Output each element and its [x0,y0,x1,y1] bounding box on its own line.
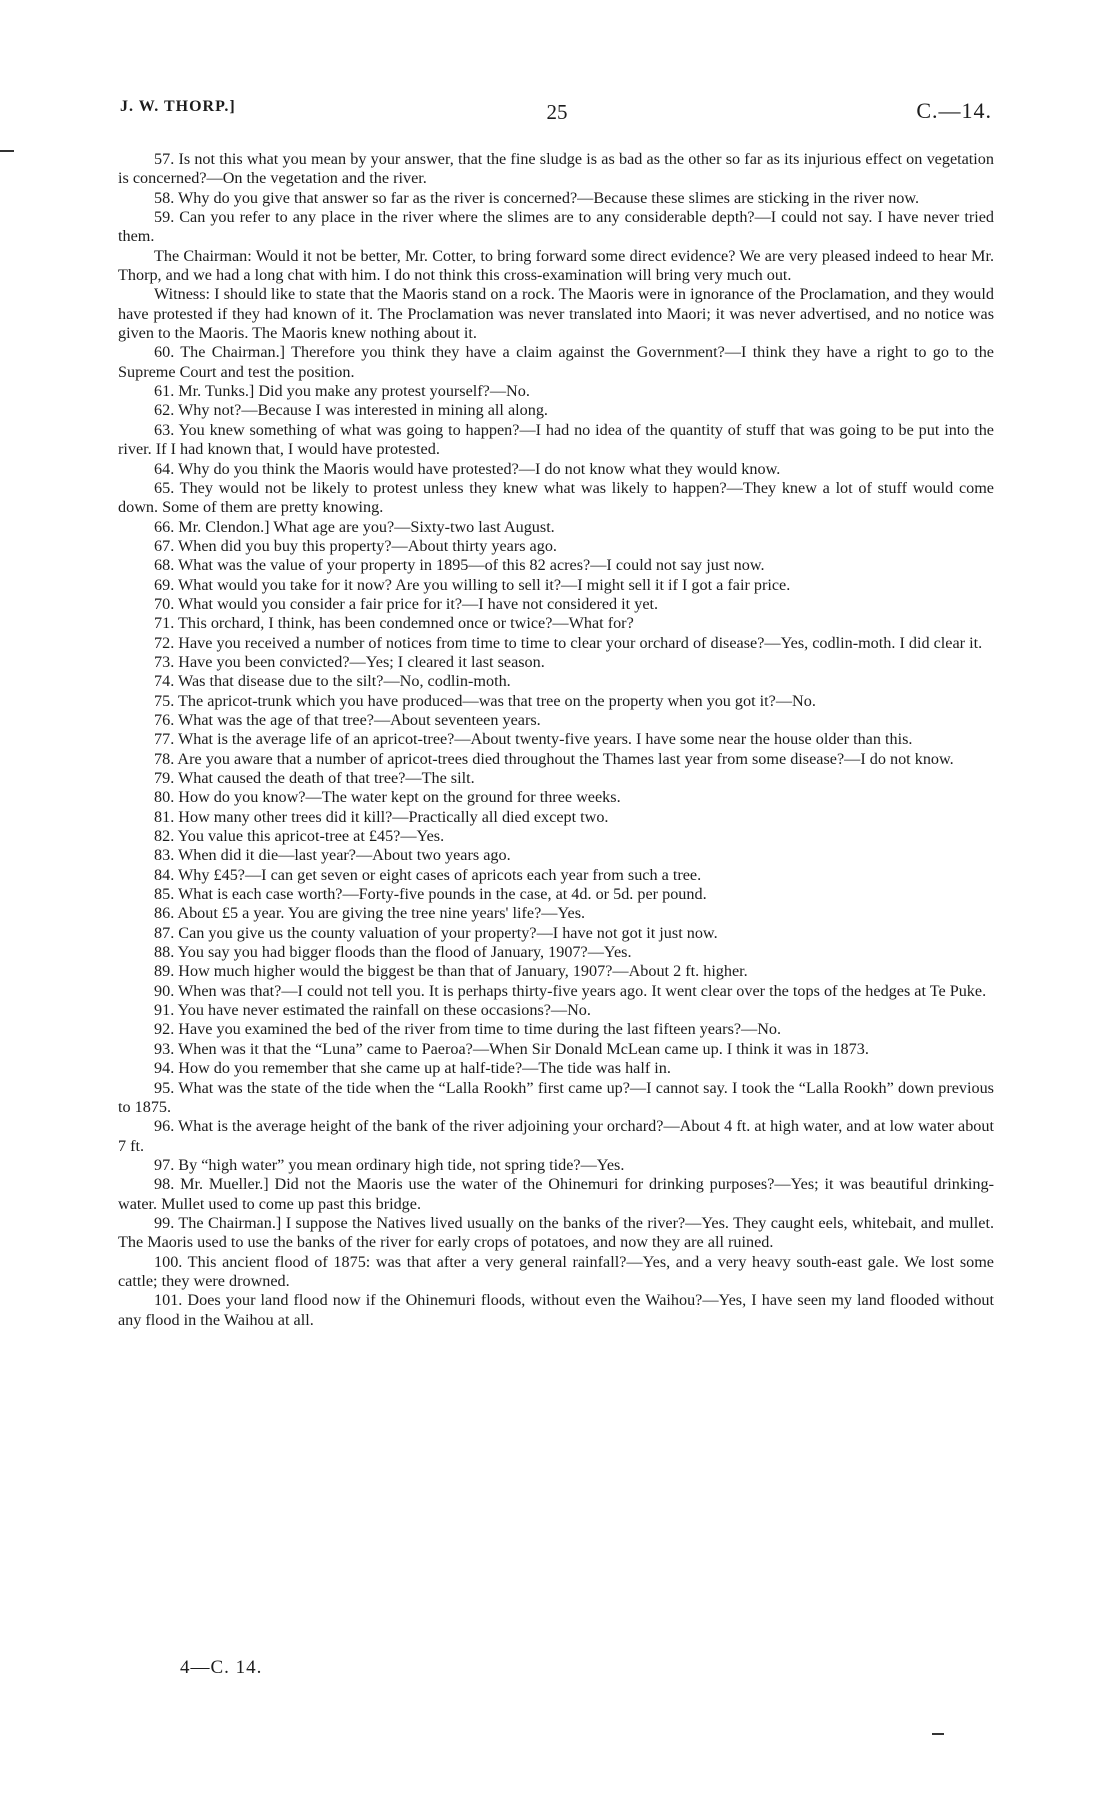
evidence-paragraph: 94. How do you remember that she came up at half-tide?—The tide was half in. [154,1059,671,1078]
evidence-paragraph: 70. What would you consider a fair price for it?—I have not considered it yet. [154,594,659,613]
witness-header: J. W. THORP.] [120,98,236,115]
evidence-paragraph: 80. How do you know?—The water kept on the ground for three weeks. [154,788,621,807]
evidence-paragraph: 99. The Chairman.] I suppose the Natives lived usually on the banks of the river?—Yes. They caught eels, whitebait, and mullet. The Maoris used to use the banks of the river for early crops of potatoes, and now they are all ruined. [118,1213,994,1252]
evidence-paragraph: 101. Does your land flood now if the Ohinemuri floods, without even the Waihou?—Yes, I have seen my land flooded without any flood in the Waihou at all. [118,1291,994,1329]
evidence-paragraph: 85. What is each case worth?—Forty-five pounds in the case, at 4d. or 5d. per pound. [154,885,707,904]
evidence-paragraph: 86. About £5 a year. You are giving the tree nine years' life?—Yes. [154,904,586,923]
evidence-paragraph: 69. What would you take for it now? Are you willing to sell it?—I might sell it if I got a fair price. [154,575,791,594]
evidence-paragraph: 81. How many other trees did it kill?—Practically all died except two. [154,807,609,826]
evidence-paragraph: 72. Have you received a number of notices from time to time to clear your orchard of disease?—Yes, codlin-moth. I did clear it. [154,633,983,652]
evidence-paragraph: 73. Have you been convicted?—Yes; I cleared it last season. [154,652,545,671]
evidence-paragraph: 100. This ancient flood of 1875: was that after a very general rainfall?—Yes, and a very heavy south-east gale. We lost some cattle; they were drowned. [118,1252,994,1290]
evidence-paragraph: 78. Are you aware that a number of apricot-trees died throughout the Thames last year from some disease?—I do not know. [154,749,954,768]
evidence-paragraph: The Chairman: Would it not be better, Mr. Cotter, to bring forward some direct evidence? We are very pleased indeed to hear Mr. Thorp, and we had a long chat with him. I do not think this cross-examination will bring very much out. [118,246,994,285]
page-signature: 4—C. 14. [180,1657,263,1678]
evidence-paragraph: 91. You have never estimated the rainfall on these occasions?—No. [154,1001,591,1020]
evidence-paragraph: 60. The Chairman.] Therefore you think they have a claim against the Government?—I think they have a right to go to the Supreme Court and test the position. [118,343,994,381]
evidence-paragraph: 75. The apricot-trunk which you have produced—was that tree on the property when you got it?—No. [154,691,816,710]
evidence-paragraph: 58. Why do you give that answer so far as the river is concerned?—Because these slimes are sticking in the river now. [154,188,920,207]
evidence-paragraph: 65. They would not be likely to protest unless they knew what was likely to happen?—They knew a lot of stuff would come down. Some of them are pretty knowing. [118,478,994,517]
evidence-body [118,150,994,1330]
document-reference: C.—14. [916,98,992,123]
evidence-paragraph: 57. Is not this what you mean by your answer, that the fine sludge is as bad as the other so far as its injurious effect on vegetation is concerned?—On the vegetation and the river. [118,150,994,188]
evidence-paragraph: 67. When did you buy this property?—About thirty years ago. [154,536,557,555]
evidence-paragraph: 92. Have you examined the bed of the river from time to time during the last fifteen years?—No. [154,1020,782,1039]
evidence-paragraph: 82. You value this apricot-tree at £45?—Yes. [154,827,445,846]
evidence-paragraph: 74. Was that disease due to the silt?—No, codlin-moth. [154,672,511,691]
evidence-paragraph: 76. What was the age of that tree?—About seventeen years. [154,710,541,729]
evidence-paragraph: 64. Why do you think the Maoris would have protested?—I do not know what they would know. [154,459,781,478]
end-mark [932,1733,944,1735]
evidence-paragraph: 79. What caused the death of that tree?—The silt. [154,769,475,787]
evidence-paragraph: Witness: I should like to state that the Maoris stand on a rock. The Maoris were in ignorance of the Proclamation, and they would have protested if they had known of it. The Proclamation was never translated into Maori; it was never advertised, and no notice was given to the Maoris. The Maoris knew nothing about it. [118,285,994,343]
evidence-paragraph: 88. You say you had bigger floods than the flood of January, 1907?—Yes. [154,943,632,962]
evidence-paragraph: 84. Why £45?—I can get seven or eight cases of apricots each year from such a tree. [154,865,702,884]
evidence-paragraph: 90. When was that?—I could not tell you. It is perhaps thirty-five years ago. It went clear over the tops of the hedges at Te Puke. [154,981,987,1000]
evidence-paragraph: 63. You knew something of what was going to happen?—I had no idea of the quantity of stuff that was going to be put into the river. If I had known that, I would have protested. [118,420,994,459]
evidence-paragraph: 66. Mr. Clendon.] What age are you?—Sixty-two last August. [154,517,555,536]
evidence-paragraph: 68. What was the value of your property in 1895—of this 82 acres?—I could not say just now. [154,556,765,575]
evidence-paragraph: 89. How much higher would the biggest be than that of January, 1907?—About 2 ft. higher. [154,962,748,981]
evidence-paragraph: 98. Mr. Mueller.] Did not the Maoris use the water of the Ohinemuri for drinking purposes?—Yes; it was beautiful drinking-water. Mullet used to come up past this bridge. [118,1175,994,1213]
evidence-paragraph: 59. Can you refer to any place in the river where the slimes are to any considerable depth?—I could not say. I have never tried them. [118,208,994,246]
evidence-paragraph: 71. This orchard, I think, has been condemned once or twice?—What for? [154,614,634,633]
evidence-paragraph: 62. Why not?—Because I was interested in mining all along. [154,401,548,420]
evidence-paragraph: 96. What is the average height of the bank of the river adjoining your orchard?—About 4 ft. at high water, and at low water about 7 ft. [118,1117,994,1155]
evidence-paragraph: 87. Can you give us the county valuation of your property?—I have not got it just now. [154,923,718,942]
evidence-paragraph: 97. By “high water” you mean ordinary high tide, not spring tide?—Yes. [154,1155,625,1174]
evidence-paragraph: 77. What is the average life of an apricot-tree?—About twenty-five years. I have some near the house older than this. [154,730,913,749]
evidence-paragraph: 95. What was the state of the tide when the “Lalla Rookh” first came up?—I cannot say. I took the “Lalla Rookh” down previous to 1875. [118,1078,994,1116]
page-number: 25 [546,100,568,124]
evidence-paragraph: 83. When did it die—last year?—About two years ago. [154,846,511,865]
evidence-paragraph: 61. Mr. Tunks.] Did you make any protest yourself?—No. [154,382,530,401]
evidence-paragraph: 93. When was it that the “Luna” came to Paeroa?—When Sir Donald McLean came up. I think it was in 1873. [154,1039,869,1058]
margin-mark [0,150,14,152]
